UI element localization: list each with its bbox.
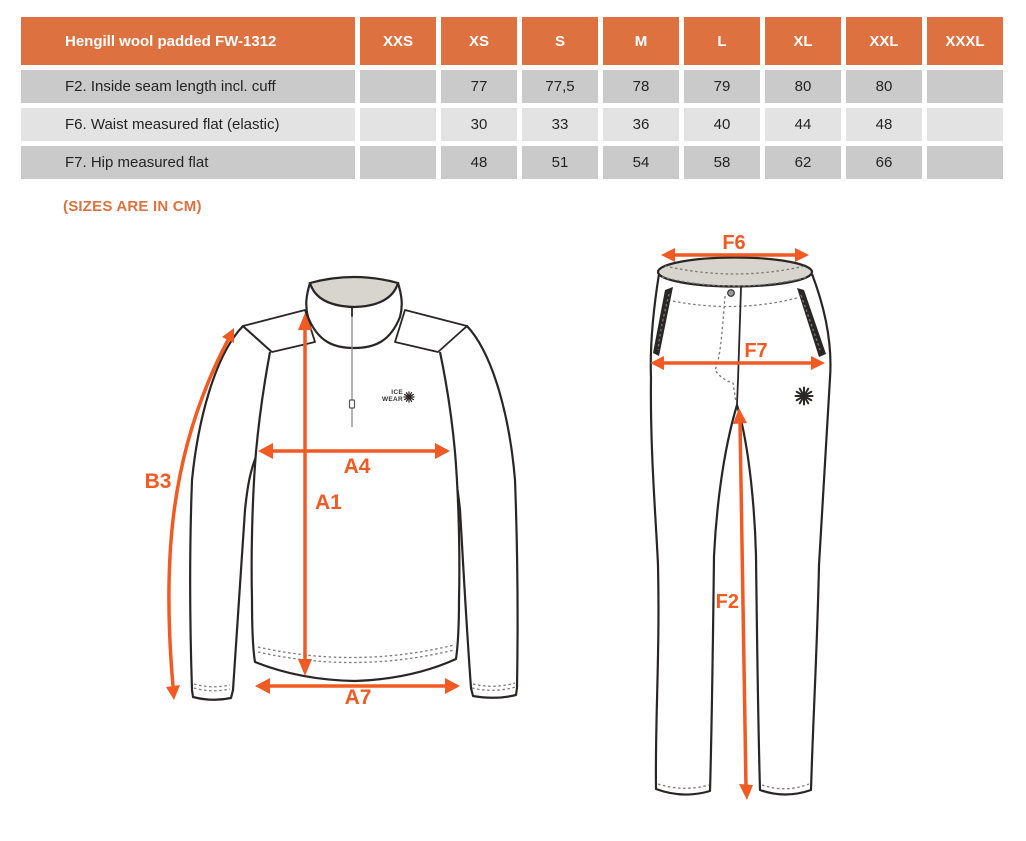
value-f2-s: 77,5 [522, 70, 598, 103]
row-label-f6: F6. Waist measured flat (elastic) [21, 108, 355, 141]
value-f7-s: 51 [522, 146, 598, 179]
logo-text-ice: ICE [391, 389, 403, 396]
size-header-xl: XL [765, 17, 841, 65]
size-header-xxl: XXL [846, 17, 922, 65]
value-f2-m: 78 [603, 70, 679, 103]
size-header-l: L [684, 17, 760, 65]
value-f6-m: 36 [603, 108, 679, 141]
zipper-pull [350, 400, 355, 408]
sizes-in-cm-note: (SIZES ARE IN CM) [63, 198, 202, 215]
a7-arrowhead-left [255, 678, 270, 694]
f6-arrowhead-right [795, 248, 809, 262]
value-f7-xxs [360, 146, 436, 179]
value-f6-xxxl [927, 108, 1003, 141]
f2-arrowhead-bottom [739, 784, 753, 800]
value-f6-xl: 44 [765, 108, 841, 141]
f2-arrow [740, 422, 746, 787]
f2-label: F2 [715, 591, 739, 613]
b3-arrowhead-bottom [166, 685, 180, 700]
value-f7-xxxl [927, 146, 1003, 179]
sweater-diagram [140, 250, 540, 730]
f7-label: F7 [744, 340, 768, 362]
b3-label: B3 [144, 470, 172, 493]
sweater-body [252, 352, 460, 681]
value-f2-l: 79 [684, 70, 760, 103]
size-header-xs: XS [441, 17, 517, 65]
value-f7-xl: 62 [765, 146, 841, 179]
value-f7-l: 58 [684, 146, 760, 179]
size-header-s: S [522, 17, 598, 65]
a4-label: A4 [343, 455, 371, 478]
value-f2-xxl: 80 [846, 70, 922, 103]
table-product-header: Hengill wool padded FW-1312 [21, 17, 355, 65]
value-f2-xl: 80 [765, 70, 841, 103]
waistband [658, 258, 812, 287]
size-chart-table [21, 17, 1003, 179]
a7-arrowhead-right [445, 678, 460, 694]
value-f7-m: 54 [603, 146, 679, 179]
row-label-f2: F2. Inside seam length incl. cuff [21, 70, 355, 103]
value-f2-xxs [360, 70, 436, 103]
value-f6-xs: 30 [441, 108, 517, 141]
waist-button [728, 290, 735, 297]
value-f6-xxl: 48 [846, 108, 922, 141]
value-f7-xxl: 66 [846, 146, 922, 179]
value-f2-xs: 77 [441, 70, 517, 103]
size-header-m: M [603, 17, 679, 65]
row-label-f7: F7. Hip measured flat [21, 146, 355, 179]
pants-diagram [610, 225, 890, 835]
value-f7-xs: 48 [441, 146, 517, 179]
value-f6-l: 40 [684, 108, 760, 141]
f6-arrowhead-left [661, 248, 675, 262]
a1-label: A1 [315, 491, 342, 514]
f6-label: F6 [722, 232, 746, 254]
a7-label: A7 [344, 686, 372, 709]
value-f6-xxs [360, 108, 436, 141]
value-f2-xxxl [927, 70, 1003, 103]
value-f6-s: 33 [522, 108, 598, 141]
logo-text-wear: WEAR [381, 396, 403, 403]
size-header-xxs: XXS [360, 17, 436, 65]
size-header-xxxl: XXXL [927, 17, 1003, 65]
